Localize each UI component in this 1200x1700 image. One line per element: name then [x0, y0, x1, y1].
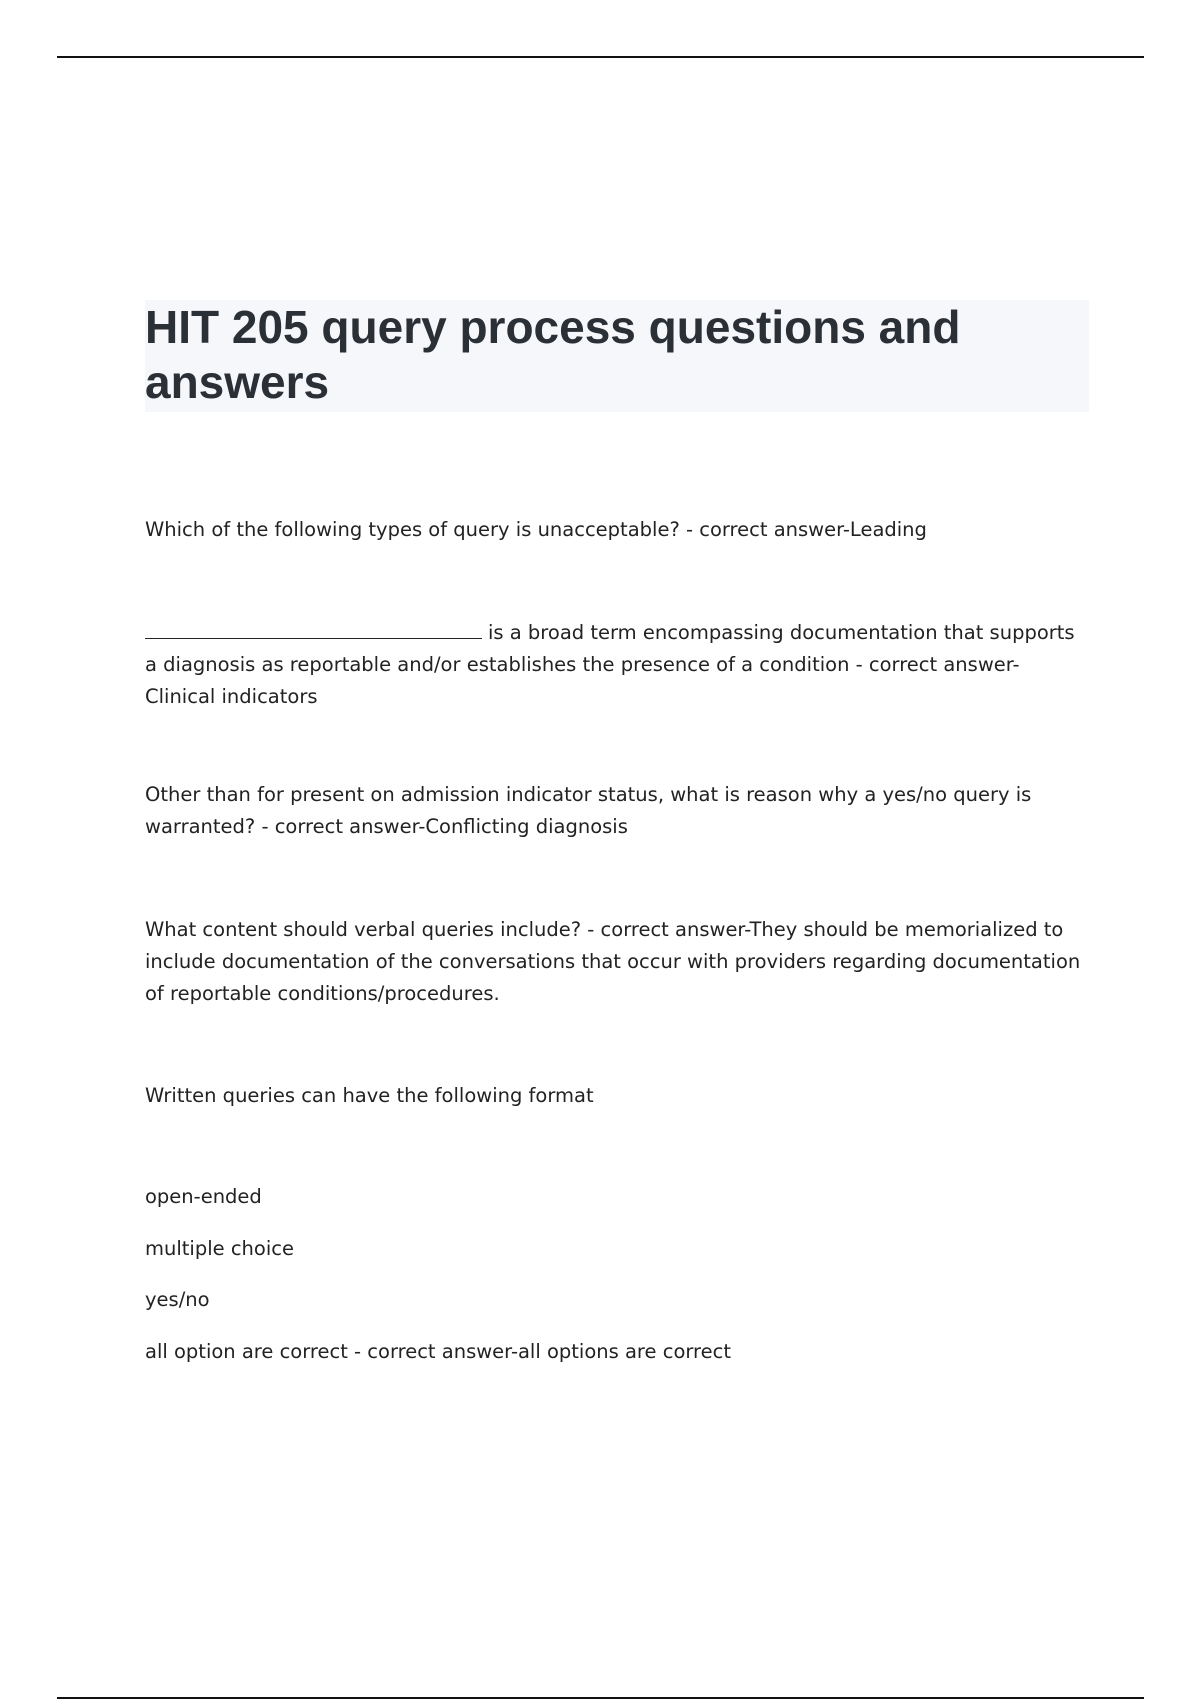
option-item: multiple choice [145, 1237, 294, 1260]
qa-item: What content should verbal queries include? - correct answer-They should be memorialized to include documentation of the conversations that occur with providers regarding documentation of reportable conditions/procedures. [145, 918, 1081, 1005]
qa-item: Written queries can have the following format [145, 1084, 594, 1107]
qa-item [145, 616, 1089, 713]
qa-item: Which of the following types of query is unacceptable? - correct answer-Leading [145, 518, 927, 541]
option-item: open-ended [145, 1185, 262, 1208]
fill-in-blank [145, 616, 482, 639]
qa-item: Other than for present on admission indicator status, what is reason why a yes/no query is warranted? - correct answer-Conflicting diagnosis [145, 783, 1032, 838]
option-item: all option are correct - correct answer-all options are correct [145, 1340, 731, 1363]
footer-rule [57, 1697, 1144, 1699]
document-title: HIT 205 query process questions and answers [145, 301, 961, 408]
qa-item-text: is a broad term encompassing documentation that supports a diagnosis as reportable and/or establishes the presence of a condition - correct answer-Clinical indicators [145, 621, 1075, 708]
title-block [145, 300, 1089, 412]
option-item: yes/no [145, 1288, 210, 1311]
header-rule [57, 56, 1144, 58]
